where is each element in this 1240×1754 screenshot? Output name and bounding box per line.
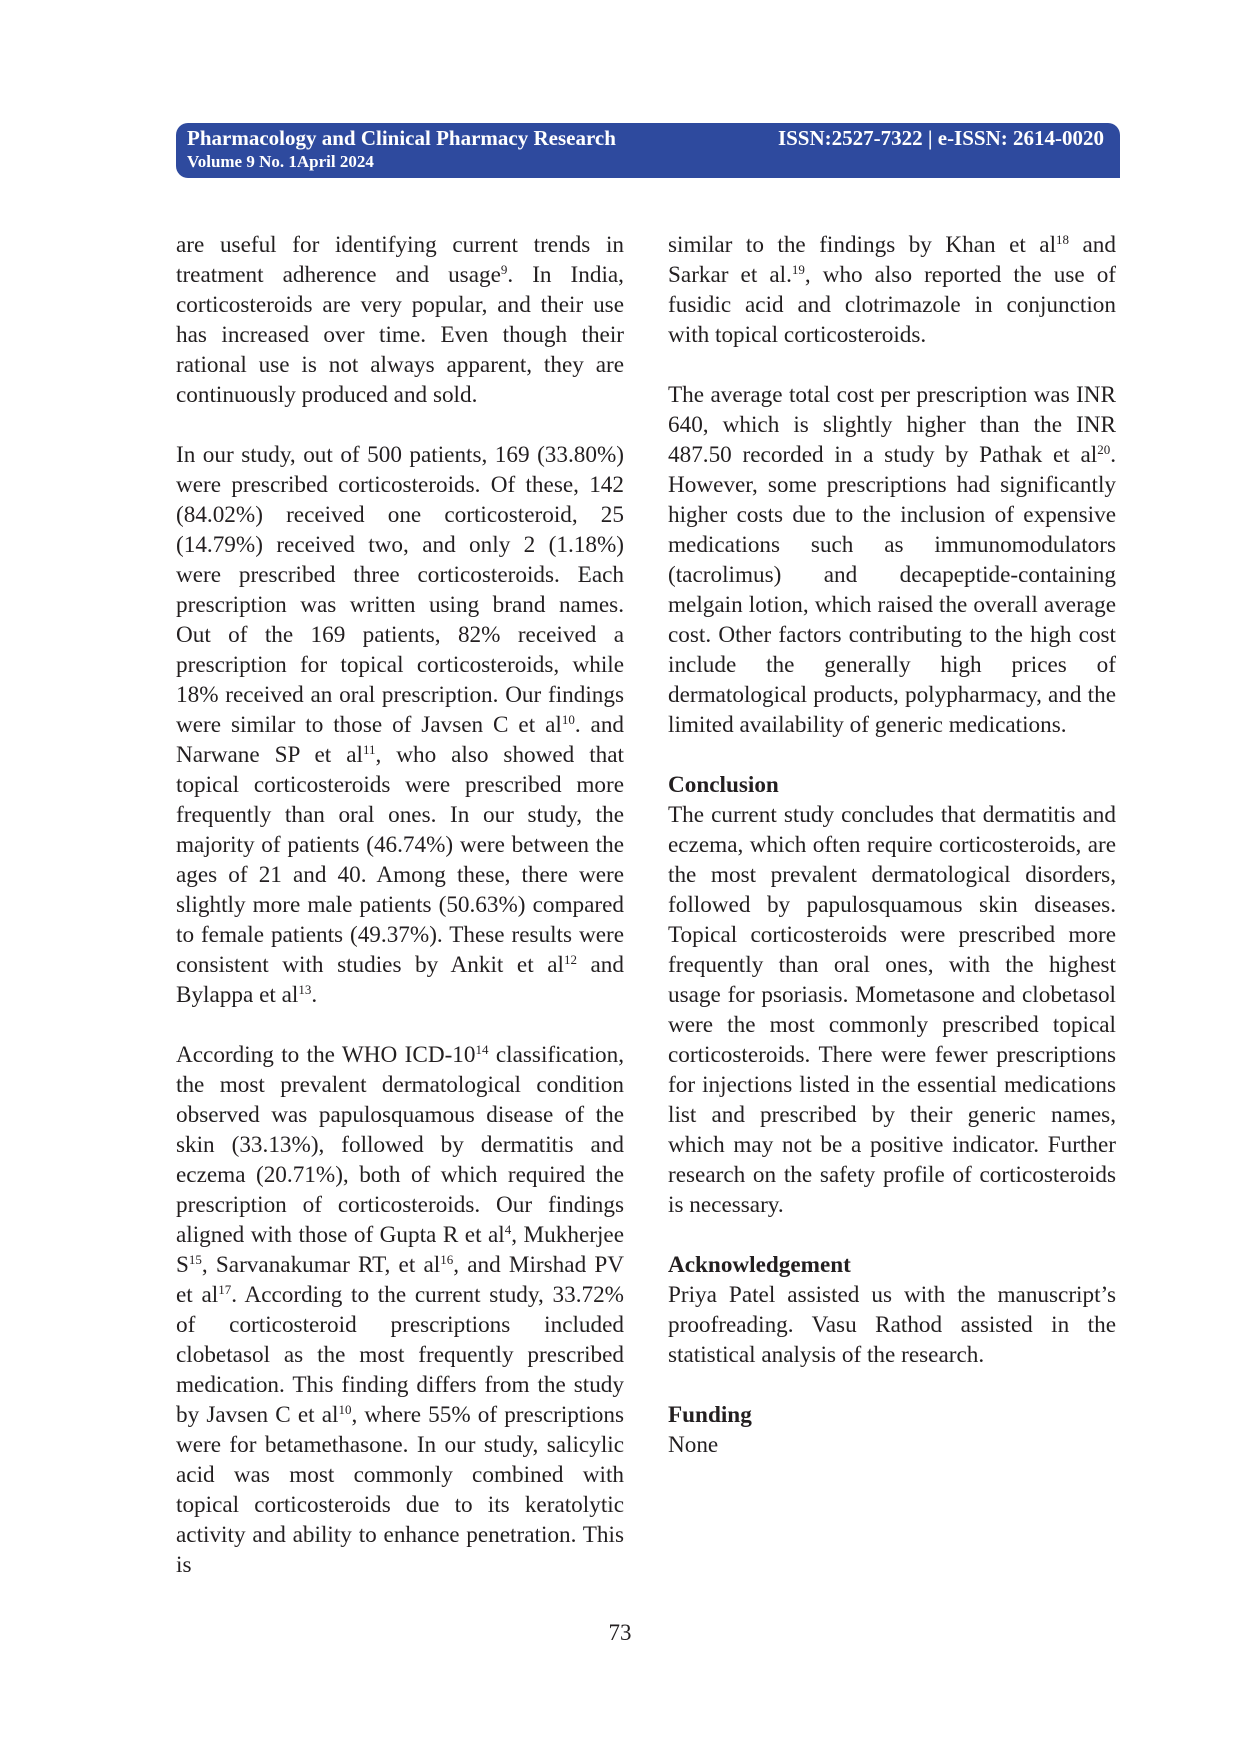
journal-title: Pharmacology and Clinical Pharmacy Research [187,126,616,150]
funding-text: None [668,1432,719,1458]
paragraph-trends: are useful for identifying current trends in treatment adherence and usage$^9$. In India, corticosteroids are very popular, and their use has increased over time. Even though their rational use is not always apparent, they are continuously produced and sold. [176,232,624,408]
acknowledgement-text: Priya Patel assisted us with the manuscript’s proofreading. Vasu Rathod assisted in the statistical analysis of the research. [668,1282,1116,1368]
citation-ref: 16 [440,1252,454,1268]
citation-ref: 10 [338,1402,352,1418]
conclusion-text: The current study concludes that dermatitis and eczema, which often require corticosteroids, are the most prevalent dermatological disorders, followed by papulosquamous skin diseases. Topical corticosteroids were prescribed more frequently than oral ones, with the highest usage for psoriasis. Mometasone and clobetasol were the most commonly prescribed topical corticosteroids. There were fewer prescriptions for injections listed in the essential medications list and prescribed by their generic names, which may not be a positive indicator. Further research on the safety profile of corticosteroids is necessary. [668,802,1116,1218]
citation-ref: 15 [188,1252,202,1268]
journal-issn: ISSN:2527-7322 | e-ISSN: 2614-0020 [777,126,1104,150]
paragraph-similar-findings: similar to the findings by Khan et $al^{18}$ and Sarkar et al.$^{19}$, who also reported the use of fusidic acid and clotrimazole in conjunction with topical corticosteroids. [668,232,1117,348]
conclusion-heading: Conclusion [668,772,779,798]
citation-ref: 20 [1097,442,1111,458]
citation-ref: 12 [563,952,577,968]
citation-ref: 11 [362,742,376,758]
citation-ref: 10 [561,712,575,728]
funding-heading: Funding [668,1402,752,1428]
citation-ref: 9 [500,262,508,278]
journal-header-banner [176,123,1120,178]
paragraph-icd-classification: According to the WHO ICD-$10^{14}$ classification, the most prevalent dermatological condition observed was papulosquamous disease of the skin (33.13%), followed by dermatitis and eczema (20.71%), both of which required the prescription of corticosteroids. Our findings aligned with those of Gupta R et $al^4$, Mukherjee $S^{15}$, Sarvanakumar RT, et $al^{16}$, and Mirshad PV et $al^{17}$. According to the current study, 33.72% of corticosteroid prescriptions included clobetasol as the most frequently prescribed medication. This finding differs from the study by Javsen C et $al^{10}$, where 55% of prescriptions were for betamethasone. In our study, salicylic acid was most commonly combined with topical corticosteroids due to its keratolytic activity and ability to enhance penetration. This is [176,1042,625,1578]
citation-ref: 14 [475,1042,489,1058]
citation-ref: 19 [791,262,805,278]
citation-ref: 18 [1056,232,1070,248]
page-number: 73 [608,1620,632,1645]
citation-ref: 13 [298,982,312,998]
citation-ref: 17 [218,1282,232,1298]
left-column [176,230,624,1580]
paragraph-study-results: In our study, out of 500 patients, 169 (33.80%) were prescribed corticosteroids. Of these, 142 (84.02%) received one corticosteroid, 25 (14.79%) received two, and only 2 (1.18%) were prescribed three corticosteroids. Each prescription was written using brand names. Out of the 169 patients, 82% received a prescription for topical corticosteroids, while 18% received an oral prescription. Our findings were similar to those of Javsen C et $al^{10}$. and Narwane SP et $al^{11}$, who also showed that topical corticosteroids were prescribed more frequently than oral ones. In our study, the majority of patients (46.74%) were between the ages of 21 and 40. Among these, there were slightly more male patients (50.63%) compared to female patients (49.37%). These results were consistent with studies by Ankit et $al^{12}$ and Bylappa et $al^{13}$. [176,442,625,1008]
paragraph-cost: The average total cost per prescription was INR 640, which is slightly higher than the INR 487.50 recorded in a study by Pathak et $al^{20}$. However, some prescriptions had significantly higher costs due to the inclusion of expensive medications such as immunomodulators (tacrolimus) and decapeptide-containing melgain lotion, which raised the overall average cost. Other factors contributing to the high cost include the generally high prices of dermatological products, polypharmacy, and the limited availability of generic medications. [668,382,1116,738]
citation-ref: 4 [504,1222,512,1238]
right-column [668,230,1116,1460]
acknowledgement-heading: Acknowledgement [668,1252,851,1278]
journal-volume: Volume 9 No. 1April 2024 [187,152,374,171]
